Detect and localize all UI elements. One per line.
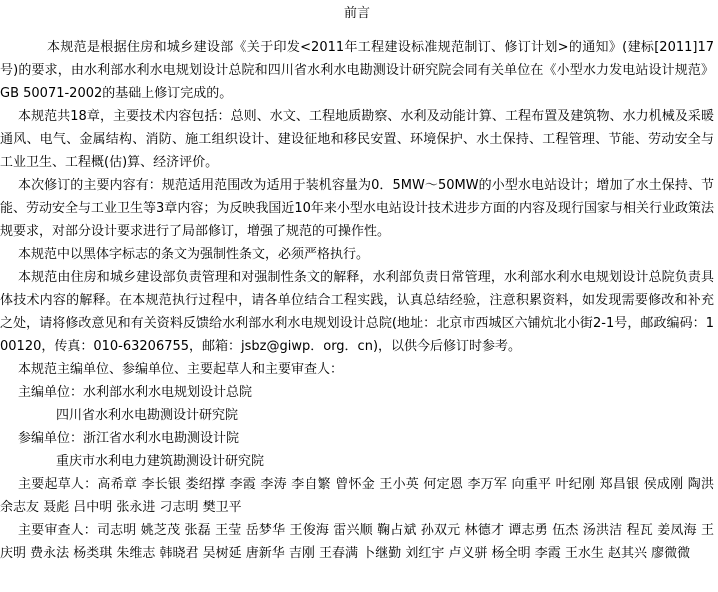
paragraph-basis: 本规范是根据住房和城乡建设部《关于印发<2011年工程建设标准规范制订、修订计划>的通知》(建标[2011]17号)的要求，由水利部水利水电规划设计总院和四川省水利水电勘测设计研究院会同有关单位在《小型水力发电站设计规范》GB 50071-2002的基础上修订完成的。: [0, 40, 714, 101]
chief-editor-unit-1: 水利部水利水电规划设计总院: [83, 385, 253, 400]
co-editor-unit-2: 重庆市水利电力建筑勘测设计研究院: [56, 454, 265, 469]
co-editor-row: [0, 427, 714, 450]
reviewers-label: 主要审查人：: [18, 523, 97, 538]
units-heading: 本规范主编单位、参编单位、主要起草人和主要审查人：: [18, 362, 344, 377]
paragraph-management: 本规范由住房和城乡建设部负责管理和对强制性条文的解释，水利部负责日常管理，水利部水利水电规划设计总院负责具体技术内容的解释。在本规范执行过程中，请各单位结合工程实践，认真总结经验，注意积累资料，如发现需要修改和补充之处，请将修改意见和有关资料反馈给水利部水利水电规划设计总院(地址：北京市西城区六铺炕北小街2-1号，邮政编码：100120，传真：010-63206755，邮箱：jsbz@giwp．org．cn)，以供今后修订时参考。: [0, 270, 714, 354]
reviewers-names: 司志明 姚芝茂 张磊 王莹 岳梦华 王俊海 雷兴顺 鞠占斌 孙双元 林德才 谭志勇 伍杰 汤洪洁 程瓦 姜凤海 王庆明 费永法 杨类琪 朱维志 韩晓君 吴树延 唐新华 吉刚 王春满 卜继勤 刘红宇 卢义骈 杨全明 李霞 王水生 赵其兴 廖微微: [0, 523, 714, 561]
chief-editor-row: [0, 381, 714, 404]
page-title: 前言: [343, 6, 370, 21]
drafters-row: [0, 473, 714, 519]
co-editor-unit-1: 浙江省水利水电勘测设计院: [83, 431, 240, 446]
co-editor-label: 参编单位：: [18, 431, 84, 446]
paragraph-revisions: 本次修订的主要内容有：规范适用范围改为适用于装机容量为0．5MW～50MW的小型水电站设计；增加了水土保持、节能、劳动安全与工业卫生等3章内容；为反映我国近10年来小型水电站设计技术进步方面的内容及现行国家与相关行业政策法规要求，对部分设计要求进行了局部修订，增强了规范的可操作性。: [0, 178, 714, 239]
drafters-names: 高希章 李长银 娄绍撑 李霞 李涛 李自繁 曾怀金 王小英 何定恩 李万军 向重平 叶纪刚 郑昌银 侯成刚 陶洪 余志友 聂彪 吕中明 张永进 刁志明 樊卫平: [0, 477, 714, 515]
chief-editor-unit-2: 四川省水利水电勘测设计研究院: [56, 408, 239, 423]
chief-editor-label: 主编单位：: [18, 385, 84, 400]
drafters-label: 主要起草人：: [18, 477, 98, 492]
paragraph-chapters: 本规范共18章，主要技术内容包括：总则、水文、工程地质勘察、水利及动能计算、工程布置及建筑物、水力机械及采暖通风、电气、金属结构、消防、施工组织设计、建设征地和移民安置、环境保护、水土保持、工程管理、节能、劳动安全与工业卫生、工程概(估)算、经济评价。: [0, 109, 714, 170]
paragraph-mandatory: 本规范中以黑体字标志的条文为强制性条文，必须严格执行。: [18, 247, 370, 262]
reviewers-row: [0, 519, 714, 565]
